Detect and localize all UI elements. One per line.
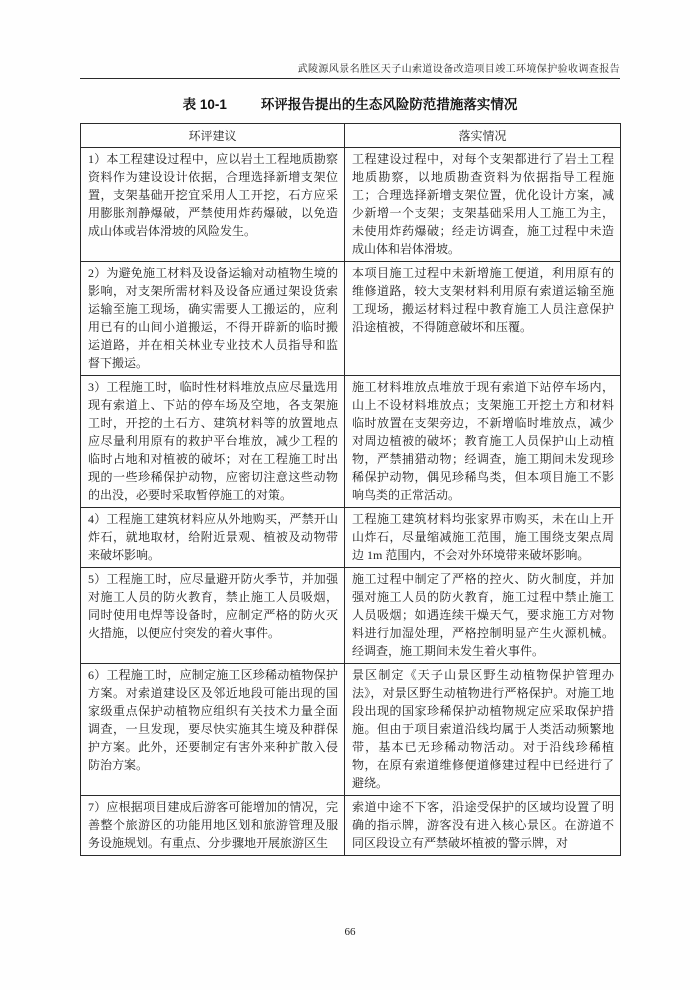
column-header-suggestion: 环评建议 — [81, 124, 345, 148]
implementation-cell: 景区制定《天子山景区野生动植物保护管理办法》，对景区野生动植物进行严格保护。对施工地段出现的国家珍稀保护动植物规定应采取保护措施。但由于项目索道沿线均属于人类活动频繁地带，基本已无珍稀动物活动。对于沿线珍稀植物，在原有索道维修便道修建过程中已经进行了避绕。 — [345, 664, 621, 796]
implementation-cell: 施工材料堆放点堆放于现有索道下站停车场内，山上不设材料堆放点；支架施工开挖土方和材料临时放置在支架旁边，不新增临时堆放点，减少对周边植被的破坏；教育施工人员保护山上动植物，严禁捕猎动物；经调查，施工期间未发现珍稀保护动物，偶见珍稀鸟类，但本项目施工不影响鸟类的正常活动。 — [345, 376, 621, 508]
table-row — [81, 796, 621, 856]
measures-table — [80, 123, 621, 856]
table-body — [81, 148, 621, 856]
suggestion-cell: 5）工程施工时，应尽量避开防火季节，并加强对施工人员的防火教育，禁止施工人员吸烟，同时使用电焊等设备时，应制定严格的防火灭火措施，以便应付突发的着火事件。 — [81, 568, 345, 664]
table-caption-label: 表 10-1 — [182, 97, 227, 112]
suggestion-cell: 3）工程施工时，临时性材料堆放点应尽量选用现有索道上、下站的停车场及空地，各支架施工时，开挖的土石方、建筑材料等的放置地点应尽量利用原有的救护平台堆放，减少工程的临时占地和对植被的破坏；对在工程施工时出现的一些珍稀保护动物，应密切注意这些动物的出没，必要时采取暂停施工的对策。 — [81, 376, 345, 508]
table-row — [81, 148, 621, 262]
table-row — [81, 568, 621, 664]
suggestion-cell: 1）本工程建设过程中，应以岩土工程地质勘察资料作为建设设计依据，合理选择新增支架位置，支架基础开挖宜采用人工开挖，石方应采用膨胀剂静爆破，严禁使用炸药爆破，以免造成山体或岩体滑坡的风险发生。 — [81, 148, 345, 262]
implementation-cell: 工程建设过程中，对每个支架都进行了岩土工程地质勘察，以地质勘查资料为依据指导工程施工；合理选择新增支架位置，优化设计方案，减少新增一个支架；支架基础采用人工施工为主，未使用炸药爆破；经走访调查，施工过程中未造成山体和岩体滑坡。 — [345, 148, 621, 262]
table-row — [81, 376, 621, 508]
implementation-cell: 本项目施工过程中未新增施工便道，利用原有的维修道路，较大支架材料利用原有索道运输至施工现场，搬运材料过程中教育施工人员注意保护沿途植被，不得随意破坏和压覆。 — [345, 262, 621, 376]
table-row — [81, 262, 621, 376]
implementation-cell: 施工过程中制定了严格的控火、防火制度，并加强对施工人员的防火教育，施工过程中禁止施工人员吸烟；如遇连续干燥天气，要求施工方对物料进行加湿处理，严格控制明显产生火源机械。经调查，施工期间未发生着火事件。 — [345, 568, 621, 664]
table-row — [81, 664, 621, 796]
suggestion-cell: 4）工程施工建筑材料应从外地购买，严禁开山炸石，就地取材，给附近景观、植被及动物带来破坏影响。 — [81, 508, 345, 568]
implementation-cell: 工程施工建筑材料均张家界市购买，未在山上开山炸石，尽量缩减施工范围，施工围绕支架点周边 1m 范围内，不会对外环境带来破坏影响。 — [345, 508, 621, 568]
suggestion-cell: 7）应根据项目建成后游客可能增加的情况，完善整个旅游区的功能用地区划和旅游管理及服务设施规划。有重点、分步骤地开展旅游区生 — [81, 796, 345, 856]
table-row — [81, 508, 621, 568]
header-divider — [80, 78, 620, 79]
suggestion-cell: 6）工程施工时，应制定施工区珍稀动植物保护方案。对索道建设区及邻近地段可能出现的国家级重点保护动植物应组织有关技术力量全面调查，一旦发现，要尽快实施其生境及种群保护方案。此外，还要制定有害外来种扩散入侵防治方案。 — [81, 664, 345, 796]
page-number: 66 — [344, 926, 356, 938]
table-caption-title: 环评报告提出的生态风险防范措施落实情况 — [260, 97, 518, 112]
suggestion-cell: 2）为避免施工材料及设备运输对动植物生境的影响，对支架所需材料及设备应通过架设货索运输至施工现场，确实需要人工搬运的，应利用已有的山间小道搬运，不得开辟新的临时搬运道路，并在相关林业专业技术人员指导和监督下搬运。 — [81, 262, 345, 376]
running-header: 武陵源风景名胜区天子山索道设备改造项目竣工环境保护验收调查报告 — [297, 64, 620, 75]
table-header-row — [81, 124, 621, 148]
implementation-cell: 索道中途不下客，沿途受保护的区域均设置了明确的指示牌，游客没有进入核心景区。在游道不同区段设立有严禁破坏植被的警示牌，对 — [345, 796, 621, 856]
column-header-implementation: 落实情况 — [345, 124, 621, 148]
table-caption — [0, 93, 700, 113]
